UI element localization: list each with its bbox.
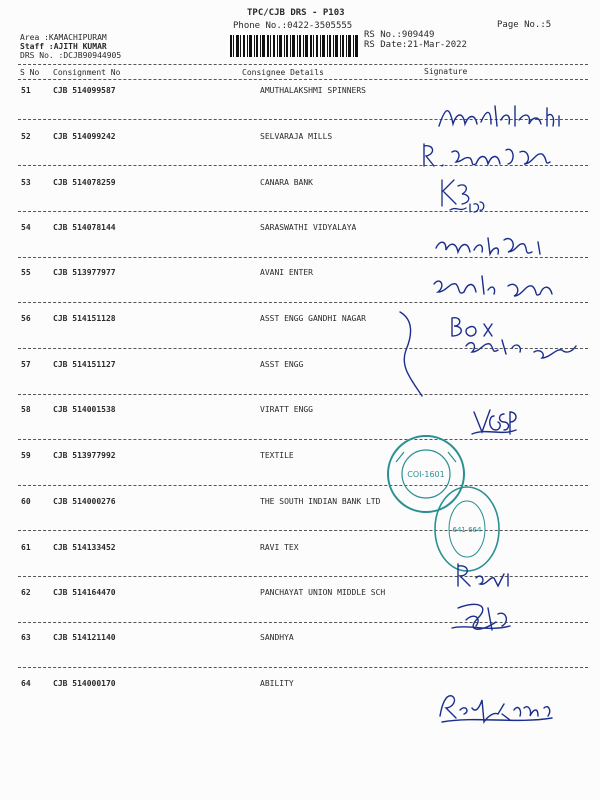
- rs-date: RS Date:21-Mar-2022: [364, 40, 467, 50]
- row-sno: 55: [21, 268, 31, 277]
- staff-label: Staff :AJITH KUMAR: [20, 42, 107, 51]
- row-sno: 64: [21, 679, 31, 688]
- col-sno: S No: [20, 68, 40, 77]
- row-sno: 60: [21, 497, 31, 506]
- row-sno: 63: [21, 633, 31, 642]
- row-consignment: CJB 514078144: [53, 223, 116, 232]
- row-consignee: VIRATT ENGG: [260, 405, 313, 414]
- row-sno: 58: [21, 405, 31, 414]
- col-signature: Signature: [424, 67, 468, 76]
- row-consignee: THE SOUTH INDIAN BANK LTD: [260, 497, 381, 506]
- row-divider: [18, 530, 588, 531]
- row-sno: 59: [21, 451, 31, 460]
- barcode: [230, 35, 358, 57]
- header-divider-bottom: [18, 79, 588, 80]
- row-sno: 62: [21, 588, 31, 597]
- signature-52: [420, 140, 560, 172]
- row-consignment: CJB 514151128: [53, 314, 116, 323]
- row-sno: 53: [21, 178, 31, 187]
- row-consignment: CJB 514000276: [53, 497, 116, 506]
- header-divider-top: [18, 64, 588, 65]
- row-consignee: PANCHAYAT UNION MIDDLE SCH: [260, 588, 386, 597]
- row-divider: [18, 667, 588, 668]
- signature-51: [435, 98, 565, 134]
- row-consignee: AMUTHALAKSHMI SPINNERS: [260, 86, 366, 95]
- row-consignee: AVANI ENTER: [260, 268, 313, 277]
- table-row: [0, 633, 600, 653]
- col-consignment: Consignment No: [53, 68, 121, 77]
- row-consignee: CANARA BANK: [260, 178, 313, 187]
- row-consignee: SANDHYA: [260, 633, 294, 642]
- signature-56: [396, 306, 586, 400]
- row-sno: 56: [21, 314, 31, 323]
- signature-64: [436, 686, 556, 726]
- row-consignment: CJB 514151127: [53, 360, 116, 369]
- row-consignment: CJB 514099587: [53, 86, 116, 95]
- row-divider: [18, 485, 588, 486]
- row-sno: 57: [21, 360, 31, 369]
- signature-58: [470, 406, 520, 438]
- row-consignment: CJB 514133452: [53, 543, 116, 552]
- col-consignee: Consignee Details: [242, 68, 324, 77]
- area-label: Area :KAMACHIPURAM: [20, 33, 107, 42]
- row-consignment: CJB 513977977: [53, 268, 116, 277]
- row-consignee: ASST ENGG GANDHI NAGAR: [260, 314, 366, 323]
- row-sno: 51: [21, 86, 31, 95]
- svg-text:COI-1601: COI-1601: [407, 470, 445, 479]
- table-row: [0, 497, 600, 517]
- row-consignment: CJB 513977992: [53, 451, 116, 460]
- row-divider: [18, 439, 588, 440]
- signature-55: [430, 270, 560, 304]
- row-consignee: SELVARAJA MILLS: [260, 132, 333, 141]
- row-consignment: CJB 514001538: [53, 405, 116, 414]
- row-consignee: TEXTILE: [260, 451, 294, 460]
- row-consignment: CJB 514121140: [53, 633, 116, 642]
- row-consignee: RAVI TEX: [260, 543, 299, 552]
- row-consignee: SARASWATHI VIDYALAYA: [260, 223, 357, 232]
- signature-62: [448, 598, 518, 636]
- phone-number: Phone No.:0422-3505555: [233, 21, 353, 31]
- page-number: Page No.:5: [497, 20, 552, 30]
- row-consignment: CJB 514164470: [53, 588, 116, 597]
- signature-53: [436, 176, 488, 216]
- table-row: [0, 178, 600, 198]
- rs-number: RS No.:909449: [364, 30, 435, 40]
- row-consignment: CJB 514099242: [53, 132, 116, 141]
- row-consignee: ABILITY: [260, 679, 294, 688]
- drs-number: DRS No. :DCJB90944905: [20, 51, 122, 60]
- row-divider: [18, 211, 588, 212]
- row-consignment: CJB 514000170: [53, 679, 116, 688]
- row-sno: 52: [21, 132, 31, 141]
- row-sno: 54: [21, 223, 31, 232]
- table-row: [0, 451, 600, 471]
- signature-61: [452, 560, 516, 590]
- row-consignee: ASST ENGG: [260, 360, 304, 369]
- row-consignment: CJB 514078259: [53, 178, 116, 187]
- svg-text:641 664: 641 664: [452, 526, 482, 534]
- sheet-title: TPC/CJB DRS - P103: [247, 8, 345, 18]
- row-sno: 61: [21, 543, 31, 552]
- signature-54: [432, 228, 552, 262]
